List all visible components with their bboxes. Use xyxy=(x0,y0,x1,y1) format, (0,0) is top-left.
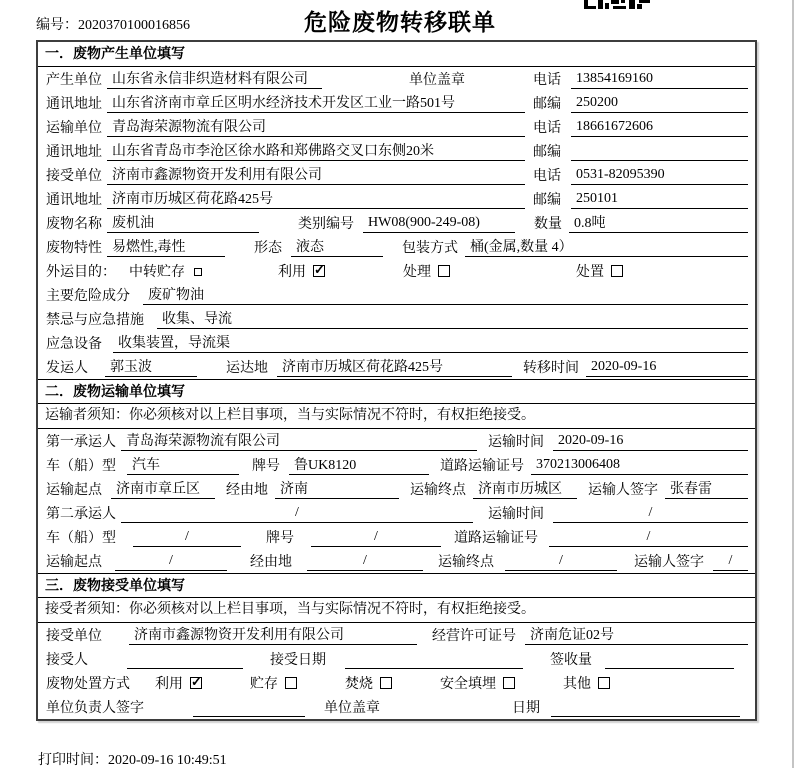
transporter-phone-value: 18661672606 xyxy=(571,119,748,137)
vehicle2-plate-label: 牌号 xyxy=(266,531,294,546)
receiver-row xyxy=(38,163,755,187)
carrier1-label: 第一承运人 xyxy=(46,435,116,450)
accept-unit-row xyxy=(38,623,755,647)
disposal-label: 废物处置方式 xyxy=(46,677,130,692)
seal-label: 单位盖章 xyxy=(409,73,465,88)
waste-name-row xyxy=(38,211,755,235)
carrier1-time-label: 运输时间 xyxy=(488,435,544,450)
purpose-row xyxy=(38,259,755,283)
route2-via-value: / xyxy=(307,553,423,571)
vehicle2-type-value: / xyxy=(133,529,241,547)
waste-category-label: 类别编号 xyxy=(298,217,354,232)
receiver-zip-label: 邮编 xyxy=(533,193,561,208)
transporter-value: 青岛海荣源物流有限公司 xyxy=(107,116,525,137)
signature-row xyxy=(38,695,755,719)
route1-via-label: 经由地 xyxy=(226,483,268,498)
waste-pack-value: 桶(金属,数量 4） xyxy=(465,236,748,257)
treat-label: 处理 xyxy=(403,265,431,280)
vehicle1-plate-label: 牌号 xyxy=(252,459,280,474)
transporter-phone-label: 电话 xyxy=(533,121,561,136)
disposal-landfill-label: 安全填埋 xyxy=(440,677,496,692)
receiver-address-label: 通讯地址 xyxy=(46,193,102,208)
producer-label: 产生单位 xyxy=(46,73,102,88)
vehicle1-plate-value: 鲁UK8120 xyxy=(289,454,429,475)
manifest-form xyxy=(36,40,757,721)
waste-category-value: HW08(900-249-08) xyxy=(363,215,515,233)
route2-sign-label: 运输人签字 xyxy=(634,555,704,570)
received-qty-value xyxy=(605,651,734,669)
disposal-option-other xyxy=(563,673,610,693)
sign-date-value xyxy=(551,699,740,717)
accept-unit-value: 济南市鑫源物资开发利用有限公司 xyxy=(129,624,417,645)
emergency-equipment-label: 应急设备 xyxy=(46,337,102,352)
route2-sign-value: / xyxy=(713,553,748,571)
transporter-zip-value xyxy=(571,143,748,161)
producer-address-row xyxy=(38,91,755,115)
vehicle2-plate-value: / xyxy=(311,529,441,547)
route1-via-value: 济南 xyxy=(275,478,399,499)
disposal-store-label: 贮存 xyxy=(250,677,278,692)
disposal-incinerate-checkbox xyxy=(380,677,392,689)
disposal-option-incinerate xyxy=(345,673,392,693)
transporter-label: 运输单位 xyxy=(46,121,102,136)
hazard-label: 主要危险成分 xyxy=(46,289,130,304)
utilize-label: 利用 xyxy=(278,265,306,280)
receiver-address-row xyxy=(38,187,755,211)
waste-props-label: 废物特性 xyxy=(46,241,102,256)
carrier1-value: 青岛海荣源物流有限公司 xyxy=(121,430,477,451)
receiver-label: 接受单位 xyxy=(46,169,102,184)
carrier2-label: 第二承运人 xyxy=(46,507,116,522)
producer-row xyxy=(38,67,755,91)
receiver-notice: 接受者须知：你必须核对以上栏目事项，当与实际情况不符时，有权拒绝接受。 xyxy=(38,598,755,623)
qr-code-fragment xyxy=(584,0,650,9)
sign-date-label: 日期 xyxy=(512,701,540,716)
vehicle1-row xyxy=(38,453,755,477)
print-time-value: 2020-09-16 10:49:51 xyxy=(108,753,227,768)
destination-value: 济南市历城区荷花路425号 xyxy=(277,356,512,377)
waste-form-value: 液态 xyxy=(291,236,383,257)
disposal-utilize-checkbox xyxy=(190,677,202,689)
waste-props-row xyxy=(38,235,755,259)
disposal-option-utilize xyxy=(155,673,202,693)
transfer-time-label: 转移时间 xyxy=(523,361,579,376)
waste-form-label: 形态 xyxy=(254,241,282,256)
waste-qty-label: 数量 xyxy=(534,217,562,232)
disposal-utilize-label: 利用 xyxy=(155,677,183,692)
receiver-zip-value: 250101 xyxy=(571,191,748,209)
disposal-option-store xyxy=(250,673,297,693)
transfer-storage-label: 中转贮存 xyxy=(129,265,185,280)
disposal-option-landfill xyxy=(440,673,515,693)
waste-pack-label: 包装方式 xyxy=(402,241,458,256)
purpose-label: 外运目的： xyxy=(46,265,116,280)
print-time-label: 打印时间： xyxy=(38,753,108,768)
dispatcher-label: 发运人 xyxy=(46,361,88,376)
carrier2-time-label: 运输时间 xyxy=(488,507,544,522)
carrier1-row xyxy=(38,429,755,453)
transporter-address-row xyxy=(38,139,755,163)
vehicle1-type-label: 车（船）型 xyxy=(46,459,116,474)
producer-address-label: 通讯地址 xyxy=(46,97,102,112)
emergency-measures-value: 收集、导流 xyxy=(157,308,748,329)
serial-label: 编号： xyxy=(36,18,78,33)
route2-via-label: 经由地 xyxy=(250,555,292,570)
received-qty-label: 签收量 xyxy=(550,653,592,668)
waste-props-value: 易燃性,毒性 xyxy=(107,236,225,257)
vehicle2-license-label: 道路运输证号 xyxy=(454,531,538,546)
disposal-incinerate-label: 焚烧 xyxy=(345,677,373,692)
dispose-checkbox xyxy=(611,265,623,277)
carrier2-row xyxy=(38,501,755,525)
emergency-measures-label: 禁忌与应急措施 xyxy=(46,313,144,328)
route2-start-value: / xyxy=(115,553,227,571)
vehicle2-type-label: 车（船）型 xyxy=(46,531,116,546)
disposal-other-checkbox xyxy=(598,677,610,689)
purpose-option-treat xyxy=(403,261,450,281)
route1-row xyxy=(38,477,755,501)
hazard-row xyxy=(38,283,755,307)
vehicle1-license-label: 道路运输证号 xyxy=(440,459,524,474)
route1-sign-label: 运输人签字 xyxy=(588,483,658,498)
print-time xyxy=(38,749,227,769)
emergency-equipment-row xyxy=(38,331,755,355)
accept-unit-label: 接受单位 xyxy=(46,629,102,644)
route2-start-label: 运输起点 xyxy=(46,555,102,570)
serial-value: 2020370100016856 xyxy=(78,18,190,33)
page-edge-line xyxy=(792,0,794,768)
emergency-measures-row xyxy=(38,307,755,331)
waste-qty-value: 0.8吨 xyxy=(569,212,748,233)
waste-name-value: 废机油 xyxy=(107,212,259,233)
transporter-row xyxy=(38,115,755,139)
receiver-address-value: 济南市历城区荷花路425号 xyxy=(107,188,525,209)
receiver-phone-label: 电话 xyxy=(533,169,561,184)
transporter-notice: 运输者须知：你必须核对以上栏目事项，当与实际情况不符时，有权拒绝接受。 xyxy=(38,404,755,429)
vehicle1-license-value: 370213006408 xyxy=(531,457,748,475)
route1-start-label: 运输起点 xyxy=(46,483,102,498)
route2-end-value: / xyxy=(505,553,617,571)
vehicle1-type-value: 汽车 xyxy=(127,454,239,475)
purpose-option-transfer-storage xyxy=(129,261,202,281)
dispose-label: 处置 xyxy=(576,265,604,280)
disposal-other-label: 其他 xyxy=(563,677,591,692)
route1-end-label: 运输终点 xyxy=(410,483,466,498)
transfer-time-value: 2020-09-16 xyxy=(586,359,748,377)
acceptor-value xyxy=(127,651,243,669)
section-3-header: 三．废物接受单位填写 xyxy=(38,573,755,598)
producer-phone-label: 电话 xyxy=(533,73,561,88)
dispatcher-value: 郭玉波 xyxy=(105,356,197,377)
dispatch-row xyxy=(38,355,755,379)
vehicle2-row xyxy=(38,525,755,549)
acceptor-label: 接受人 xyxy=(46,653,88,668)
producer-phone-value: 13854169160 xyxy=(571,71,748,89)
purpose-option-dispose xyxy=(576,261,623,281)
treat-checkbox xyxy=(438,265,450,277)
permit-label: 经营许可证号 xyxy=(432,629,516,644)
accept-date-value xyxy=(345,651,523,669)
waste-name-label: 废物名称 xyxy=(46,217,102,232)
transfer-storage-checkbox xyxy=(194,268,202,276)
route1-start-value: 济南市章丘区 xyxy=(111,478,215,499)
producer-zip-value: 250200 xyxy=(571,95,748,113)
acceptance-row xyxy=(38,647,755,671)
destination-label: 运达地 xyxy=(226,361,268,376)
page-title: 危险废物转移联单 xyxy=(304,9,496,35)
disposal-landfill-checkbox xyxy=(503,677,515,689)
carrier2-time-value: / xyxy=(553,505,748,523)
emergency-equipment-value: 收集装置，导流渠 xyxy=(113,332,748,353)
receiver-value: 济南市鑫源物资开发利用有限公司 xyxy=(107,164,525,185)
responsible-sign-value xyxy=(193,699,305,717)
section-1-header: 一．废物产生单位填写 xyxy=(38,42,755,67)
vehicle2-license-value: / xyxy=(549,529,748,547)
route2-end-label: 运输终点 xyxy=(438,555,494,570)
transporter-zip-label: 邮编 xyxy=(533,145,561,160)
utilize-checkbox xyxy=(313,265,325,277)
producer-value: 山东省永信非织造材料有限公司 xyxy=(107,68,322,89)
producer-address-value: 山东省济南市章丘区明水经济技术开发区工业一路501号 xyxy=(107,92,525,113)
route2-row xyxy=(38,549,755,573)
permit-value: 济南危证02号 xyxy=(525,624,748,645)
disposal-store-checkbox xyxy=(285,677,297,689)
unit-seal-label: 单位盖章 xyxy=(324,701,380,716)
carrier1-time-value: 2020-09-16 xyxy=(553,433,748,451)
transporter-address-value: 山东省青岛市李沧区徐水路和郑佛路交叉口东侧20米 xyxy=(107,140,525,161)
receiver-phone-value: 0531-82095390 xyxy=(571,167,748,185)
section-2-header: 二．废物运输单位填写 xyxy=(38,379,755,404)
purpose-option-utilize xyxy=(278,261,325,281)
carrier2-value: / xyxy=(121,505,473,523)
route1-sign-value: 张春雷 xyxy=(665,478,748,499)
responsible-sign-label: 单位负责人签字 xyxy=(46,701,144,716)
accept-date-label: 接受日期 xyxy=(270,653,326,668)
disposal-row xyxy=(38,671,755,695)
transporter-address-label: 通讯地址 xyxy=(46,145,102,160)
route1-end-value: 济南市历城区 xyxy=(473,478,577,499)
producer-zip-label: 邮编 xyxy=(533,97,561,112)
hazard-value: 废矿物油 xyxy=(143,284,748,305)
